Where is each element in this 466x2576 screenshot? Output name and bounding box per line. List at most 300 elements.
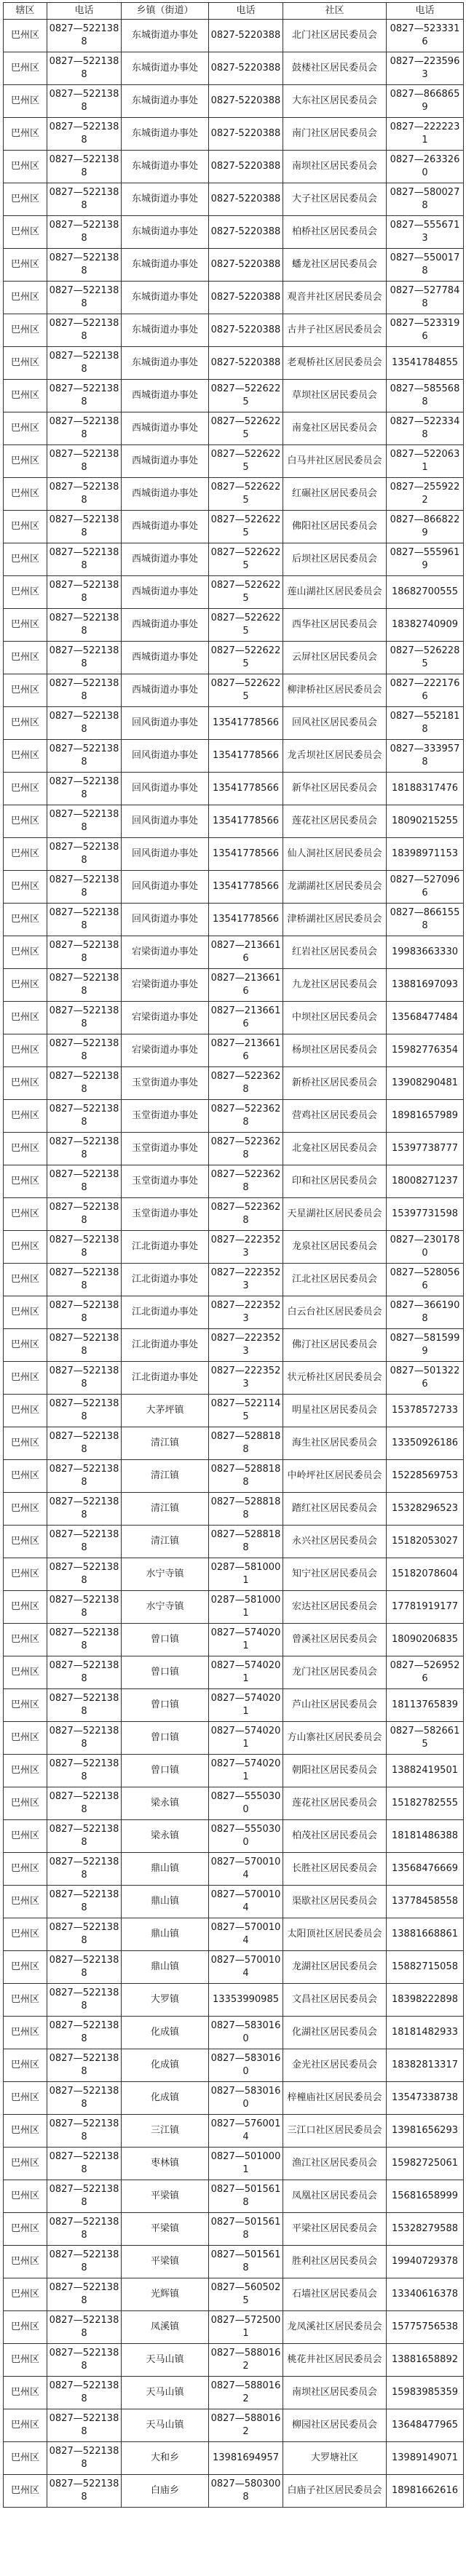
cell-district: 巴州区 xyxy=(4,347,47,380)
table-row xyxy=(4,1984,464,2017)
cell-township-phone: 0827—5223628 xyxy=(209,1198,283,1231)
cell-community: 宏达社区居民委员会 xyxy=(283,1591,387,1624)
cell-district-phone: 0827—5221388 xyxy=(47,805,122,838)
table-row xyxy=(4,2213,464,2246)
cell-community-phone: 18090215255 xyxy=(387,805,464,838)
cell-township-phone: 0827—5226225 xyxy=(209,576,283,609)
cell-community-phone: 15378572733 xyxy=(387,1395,464,1427)
cell-district: 巴州区 xyxy=(4,2148,47,2180)
cell-community: 长胜社区居民委员会 xyxy=(283,1853,387,1886)
cell-township: 回风街道办事处 xyxy=(122,838,209,871)
cell-community-phone: 15982776354 xyxy=(387,1034,464,1067)
table-row xyxy=(4,1231,464,1264)
table-row xyxy=(4,1689,464,1722)
cell-community-phone: 17781919177 xyxy=(387,1591,464,1624)
table-body xyxy=(4,20,464,2508)
cell-township: 江北街道办事处 xyxy=(122,1362,209,1395)
cell-community-phone: 18181486388 xyxy=(387,1820,464,1853)
cell-community-phone: 0827—5500178 xyxy=(387,249,464,282)
cell-township: 江北街道办事处 xyxy=(122,1296,209,1329)
table-row xyxy=(4,838,464,871)
cell-community-phone: 13340616378 xyxy=(387,2278,464,2311)
cell-district: 巴州区 xyxy=(4,1558,47,1591)
cell-district-phone: 0827—5221388 xyxy=(47,216,122,249)
cell-district: 巴州区 xyxy=(4,1329,47,1362)
cell-township-phone: 0827-5220388 xyxy=(209,118,283,151)
cell-township-phone: 0827-5220388 xyxy=(209,52,283,85)
cell-community-phone: 18981657989 xyxy=(387,1100,464,1133)
cell-township: 大罗镇 xyxy=(122,1984,209,2017)
cell-township-phone: 13541778566 xyxy=(209,707,283,740)
cell-community-phone: 13908290481 xyxy=(387,1067,464,1100)
cell-township: 西城街道办事处 xyxy=(122,445,209,478)
cell-district-phone: 0827—5221388 xyxy=(47,1165,122,1198)
cell-township: 东城街道办事处 xyxy=(122,183,209,216)
cell-community-phone: 0827—5233196 xyxy=(387,314,464,347)
cell-township: 梁永镇 xyxy=(122,1820,209,1853)
table-row xyxy=(4,2115,464,2148)
cell-township-phone: 0827—5700104 xyxy=(209,1951,283,1984)
cell-community: 化湖社区居民委员会 xyxy=(283,2017,387,2049)
cell-community: 津桥湖社区居民委员会 xyxy=(283,904,387,936)
cell-community-phone: 15882715058 xyxy=(387,1951,464,1984)
table-row xyxy=(4,1198,464,1231)
cell-district-phone: 0827—5221388 xyxy=(47,1984,122,2017)
cell-community-phone: 0827—5280566 xyxy=(387,1264,464,1296)
cell-township-phone: 0827-5220388 xyxy=(209,347,283,380)
cell-community: 古井子社区居民委员会 xyxy=(283,314,387,347)
table-row xyxy=(4,674,464,707)
cell-township-phone: 0827—2223523 xyxy=(209,1329,283,1362)
cell-community-phone: 0827—5521818 xyxy=(387,707,464,740)
table-row xyxy=(4,1526,464,1558)
cell-community-phone: 0827—5826615 xyxy=(387,1722,464,1755)
cell-community-phone: 13882419501 xyxy=(387,1755,464,1787)
cell-community-phone: 13541784855 xyxy=(387,347,464,380)
cell-township-phone: 0827—5223628 xyxy=(209,1165,283,1198)
table-row xyxy=(4,2017,464,2049)
cell-township-phone: 0827—5221145 xyxy=(209,1395,283,1427)
table-row xyxy=(4,1591,464,1624)
cell-community-phone: 0827—5855688 xyxy=(387,380,464,412)
cell-township: 曾口镇 xyxy=(122,1755,209,1787)
cell-community-phone: 0827—2222231 xyxy=(387,118,464,151)
header-district-phone: 电话 xyxy=(47,3,122,20)
cell-community-phone: 18090206835 xyxy=(387,1624,464,1656)
table-row xyxy=(4,380,464,412)
header-district: 辖区 xyxy=(4,3,47,20)
cell-township: 回风街道办事处 xyxy=(122,740,209,773)
cell-community-phone: 15397731598 xyxy=(387,1198,464,1231)
cell-district: 巴州区 xyxy=(4,2409,47,2442)
cell-township-phone: 0827-5220388 xyxy=(209,85,283,118)
cell-district: 巴州区 xyxy=(4,52,47,85)
cell-community: 海生社区居民委员会 xyxy=(283,1427,387,1460)
table-row xyxy=(4,871,464,904)
cell-township-phone: 0287—5810001 xyxy=(209,1558,283,1591)
cell-township-phone: 0827—5226225 xyxy=(209,445,283,478)
cell-township: 清江镇 xyxy=(122,1460,209,1493)
cell-community: 九龙社区居民委员会 xyxy=(283,969,387,1002)
cell-township-phone: 0827-5220388 xyxy=(209,314,283,347)
cell-community-phone: 15397738777 xyxy=(387,1133,464,1165)
cell-community-phone: 15982725061 xyxy=(387,2148,464,2180)
cell-township-phone: 0827—5740201 xyxy=(209,1656,283,1689)
cell-community: 胜利社区居民委员会 xyxy=(283,2246,387,2278)
cell-community: 龙湖社区居民委员会 xyxy=(283,1951,387,1984)
header-township: 乡镇（街道） xyxy=(122,3,209,20)
cell-township-phone: 0827—5015618 xyxy=(209,2246,283,2278)
cell-township: 天马山镇 xyxy=(122,2344,209,2377)
cell-township: 回风街道办事处 xyxy=(122,871,209,904)
cell-district: 巴州区 xyxy=(4,2115,47,2148)
table-row xyxy=(4,1886,464,1918)
cell-district: 巴州区 xyxy=(4,1526,47,1558)
cell-township-phone: 0827—5015618 xyxy=(209,2180,283,2213)
cell-township: 清江镇 xyxy=(122,1526,209,1558)
cell-district-phone: 0827—5221388 xyxy=(47,674,122,707)
cell-district-phone: 0827—5221388 xyxy=(47,118,122,151)
cell-community-phone: 18113765839 xyxy=(387,1689,464,1722)
cell-township-phone: 13541778566 xyxy=(209,805,283,838)
cell-community: 三江口社区居民委员会 xyxy=(283,2115,387,2148)
cell-district-phone: 0827—5221388 xyxy=(47,2377,122,2409)
cell-community: 莲花社区居民委员会 xyxy=(283,805,387,838)
cell-community: 柏茂社区居民委员会 xyxy=(283,1820,387,1853)
cell-community-phone: 18398222898 xyxy=(387,1984,464,2017)
table-row xyxy=(4,2278,464,2311)
table-row xyxy=(4,1951,464,1984)
cell-community: 永兴社区居民委员会 xyxy=(283,1526,387,1558)
table-row xyxy=(4,249,464,282)
table-row xyxy=(4,20,464,52)
cell-township-phone: 0827—5226225 xyxy=(209,412,283,445)
cell-township-phone: 13541778566 xyxy=(209,871,283,904)
cell-community-phone: 0827—5270966 xyxy=(387,871,464,904)
cell-community: 龙湖湖社区居民委员会 xyxy=(283,871,387,904)
cell-township: 平梁镇 xyxy=(122,2180,209,2213)
cell-township-phone: 0827—5740201 xyxy=(209,1624,283,1656)
cell-community-phone: 13881658892 xyxy=(387,2344,464,2377)
cell-community: 中坝社区居民委员会 xyxy=(283,1002,387,1034)
cell-community: 红碾社区居民委员会 xyxy=(283,478,387,511)
table-row xyxy=(4,1820,464,1853)
cell-community: 老观桥社区居民委员会 xyxy=(283,347,387,380)
cell-district-phone: 0827—5221388 xyxy=(47,1853,122,1886)
cell-district: 巴州区 xyxy=(4,1984,47,2017)
cell-township: 水宁寺镇 xyxy=(122,1591,209,1624)
cell-township: 宕梁街道办事处 xyxy=(122,936,209,969)
table-row xyxy=(4,216,464,249)
cell-community: 大罗塘社区 xyxy=(283,2442,387,2475)
cell-community-phone: 0827—5262285 xyxy=(387,642,464,674)
cell-district-phone: 0827—5221388 xyxy=(47,1296,122,1329)
cell-community-phone: 15775756538 xyxy=(387,2311,464,2344)
cell-district-phone: 0827—5221388 xyxy=(47,1755,122,1787)
cell-township-phone: 13353990985 xyxy=(209,1984,283,2017)
cell-community-phone: 13881697093 xyxy=(387,969,464,1002)
cell-community: 大子社区居民委员会 xyxy=(283,183,387,216)
cell-township-phone: 0827—2223523 xyxy=(209,1362,283,1395)
cell-community-phone: 13981656293 xyxy=(387,2115,464,2148)
cell-township: 西城街道办事处 xyxy=(122,511,209,543)
cell-township: 东城街道办事处 xyxy=(122,118,209,151)
cell-district: 巴州区 xyxy=(4,1755,47,1787)
table-row xyxy=(4,1722,464,1755)
cell-township: 东城街道办事处 xyxy=(122,249,209,282)
cell-district-phone: 0827—5221388 xyxy=(47,1558,122,1591)
table-row xyxy=(4,1002,464,1034)
cell-township-phone: 13541778566 xyxy=(209,904,283,936)
table-row xyxy=(4,773,464,805)
cell-district: 巴州区 xyxy=(4,2442,47,2475)
cell-township-phone: 0827—5700104 xyxy=(209,1886,283,1918)
cell-district-phone: 0827—5221388 xyxy=(47,1918,122,1951)
cell-township-phone: 0827-5220388 xyxy=(209,20,283,52)
cell-district: 巴州区 xyxy=(4,543,47,576)
cell-district-phone: 0827—5221388 xyxy=(47,1460,122,1493)
cell-community: 北龛社区居民委员会 xyxy=(283,1133,387,1165)
cell-township-phone: 0827-5220388 xyxy=(209,216,283,249)
cell-township: 东城街道办事处 xyxy=(122,52,209,85)
cell-district-phone: 0827—5221388 xyxy=(47,20,122,52)
cell-district-phone: 0827—5221388 xyxy=(47,1722,122,1755)
cell-township-phone: 0827-5220388 xyxy=(209,282,283,314)
cell-district: 巴州区 xyxy=(4,1427,47,1460)
table-row xyxy=(4,1853,464,1886)
cell-community-phone: 0827—5800278 xyxy=(387,183,464,216)
table-row xyxy=(4,2049,464,2082)
cell-community-phone: 0827—2559222 xyxy=(387,478,464,511)
cell-community-phone: 18398971153 xyxy=(387,838,464,871)
table-row xyxy=(4,1755,464,1787)
cell-district-phone: 0827—5221388 xyxy=(47,2311,122,2344)
cell-district: 巴州区 xyxy=(4,85,47,118)
cell-community: 营鸡社区居民委员会 xyxy=(283,1100,387,1133)
cell-district-phone: 0827—5221388 xyxy=(47,1886,122,1918)
cell-township: 白庙乡 xyxy=(122,2475,209,2508)
table-row xyxy=(4,1918,464,1951)
cell-district-phone: 0827—5221388 xyxy=(47,936,122,969)
cell-community: 平梁社区居民委员会 xyxy=(283,2213,387,2246)
cell-district-phone: 0827—5221388 xyxy=(47,576,122,609)
cell-township-phone: 0827—5226225 xyxy=(209,674,283,707)
cell-community: 金光社区居民委员会 xyxy=(283,2049,387,2082)
cell-community-phone: 0827—3339578 xyxy=(387,740,464,773)
cell-district: 巴州区 xyxy=(4,936,47,969)
cell-community-phone: 13881668861 xyxy=(387,1918,464,1951)
table-row xyxy=(4,1460,464,1493)
cell-township-phone: 0827—5830160 xyxy=(209,2082,283,2115)
cell-community-phone: 0827—5556713 xyxy=(387,216,464,249)
cell-district-phone: 0827—5221388 xyxy=(47,1951,122,1984)
cell-township: 梁永镇 xyxy=(122,1787,209,1820)
cell-community: 芦山社区居民委员会 xyxy=(283,1689,387,1722)
cell-community: 明星社区居民委员会 xyxy=(283,1395,387,1427)
cell-township: 水宁寺镇 xyxy=(122,1558,209,1591)
cell-community: 仙人洞社区居民委员会 xyxy=(283,838,387,871)
cell-community-phone: 15983985359 xyxy=(387,2377,464,2409)
cell-community: 踏红社区居民委员会 xyxy=(283,1493,387,1526)
cell-community: 南门社区居民委员会 xyxy=(283,118,387,151)
cell-community: 佛汀社区居民委员会 xyxy=(283,1329,387,1362)
cell-township: 西城街道办事处 xyxy=(122,478,209,511)
cell-community: 杨坝社区居民委员会 xyxy=(283,1034,387,1067)
cell-community-phone: 0827—2301780 xyxy=(387,1231,464,1264)
cell-community-phone: 0827—5269526 xyxy=(387,1656,464,1689)
cell-township-phone: 0827—5015618 xyxy=(209,2213,283,2246)
cell-district-phone: 0827—5221388 xyxy=(47,1526,122,1558)
cell-district-phone: 0827—5221388 xyxy=(47,412,122,445)
cell-district: 巴州区 xyxy=(4,1918,47,1951)
cell-district-phone: 0827—5221388 xyxy=(47,1329,122,1362)
cell-district-phone: 0827—5221388 xyxy=(47,1198,122,1231)
cell-district-phone: 0827—5221388 xyxy=(47,2278,122,2311)
cell-district: 巴州区 xyxy=(4,183,47,216)
cell-community-phone: 15182053027 xyxy=(387,1526,464,1558)
cell-district-phone: 0827—5221388 xyxy=(47,2409,122,2442)
cell-community: 曾溪社区居民委员会 xyxy=(283,1624,387,1656)
cell-township: 东城街道办事处 xyxy=(122,20,209,52)
table-row xyxy=(4,2377,464,2409)
table-row xyxy=(4,347,464,380)
table-row xyxy=(4,609,464,642)
cell-community: 石墙社区居民委员会 xyxy=(283,2278,387,2311)
cell-district-phone: 0827—5221388 xyxy=(47,707,122,740)
cell-township: 清江镇 xyxy=(122,1493,209,1526)
cell-community-phone: 15182782555 xyxy=(387,1787,464,1820)
cell-township-phone: 0827—2136616 xyxy=(209,936,283,969)
cell-township-phone: 0827—5760014 xyxy=(209,2115,283,2148)
cell-township-phone: 0827—5803008 xyxy=(209,2475,283,2508)
cell-district: 巴州区 xyxy=(4,2377,47,2409)
header-community: 社区 xyxy=(283,3,387,20)
cell-township: 曾口镇 xyxy=(122,1689,209,1722)
cell-district-phone: 0827—5221388 xyxy=(47,642,122,674)
cell-township: 平梁镇 xyxy=(122,2213,209,2246)
cell-district-phone: 0827—5221388 xyxy=(47,871,122,904)
cell-community: 观音井社区居民委员会 xyxy=(283,282,387,314)
cell-community-phone: 15182078604 xyxy=(387,1558,464,1591)
table-row xyxy=(4,805,464,838)
table-row xyxy=(4,478,464,511)
cell-township: 鼎山镇 xyxy=(122,1853,209,1886)
cell-district: 巴州区 xyxy=(4,151,47,183)
cell-township-phone: 0827—5700104 xyxy=(209,1918,283,1951)
cell-district: 巴州区 xyxy=(4,2082,47,2115)
cell-township-phone: 0827—2223523 xyxy=(209,1296,283,1329)
cell-township-phone: 0827—2223523 xyxy=(209,1264,283,1296)
header-row xyxy=(4,3,464,20)
cell-district: 巴州区 xyxy=(4,118,47,151)
cell-community-phone: 18008271237 xyxy=(387,1165,464,1198)
table-row xyxy=(4,936,464,969)
cell-community: 渠歇社区居民委员会 xyxy=(283,1886,387,1918)
cell-community-phone: 0827—8668229 xyxy=(387,511,464,543)
cell-district-phone: 0827—5221388 xyxy=(47,347,122,380)
cell-community: 红岩社区居民委员会 xyxy=(283,936,387,969)
cell-district: 巴州区 xyxy=(4,904,47,936)
table-row xyxy=(4,2475,464,2508)
cell-township: 西城街道办事处 xyxy=(122,543,209,576)
table-row xyxy=(4,969,464,1002)
cell-community-phone: 13568477484 xyxy=(387,1002,464,1034)
cell-district: 巴州区 xyxy=(4,1787,47,1820)
cell-district-phone: 0827—5221388 xyxy=(47,511,122,543)
cell-township-phone: 0827—5223628 xyxy=(209,1133,283,1165)
cell-community: 新华社区居民委员会 xyxy=(283,773,387,805)
table-row xyxy=(4,412,464,445)
cell-community-phone: 13778458558 xyxy=(387,1886,464,1918)
table-row xyxy=(4,1296,464,1329)
cell-township-phone: 0827—5830160 xyxy=(209,2017,283,2049)
cell-township: 凤溪镇 xyxy=(122,2311,209,2344)
table-row xyxy=(4,1264,464,1296)
cell-district: 巴州区 xyxy=(4,1100,47,1133)
cell-community-phone: 0827—5013226 xyxy=(387,1362,464,1395)
cell-district: 巴州区 xyxy=(4,412,47,445)
table-row xyxy=(4,1133,464,1165)
cell-community: 白云台社区居民委员会 xyxy=(283,1296,387,1329)
cell-township-phone: 0827—5550300 xyxy=(209,1787,283,1820)
cell-district: 巴州区 xyxy=(4,1034,47,1067)
cell-community: 龙舌坝社区居民委员会 xyxy=(283,740,387,773)
cell-district-phone: 0827—5221388 xyxy=(47,2115,122,2148)
cell-township: 天马山镇 xyxy=(122,2377,209,2409)
cell-township: 曾口镇 xyxy=(122,1624,209,1656)
cell-district-phone: 0827—5221388 xyxy=(47,1689,122,1722)
cell-district: 巴州区 xyxy=(4,2017,47,2049)
cell-township: 江北街道办事处 xyxy=(122,1231,209,1264)
cell-community-phone: 15228569753 xyxy=(387,1460,464,1493)
cell-community-phone: 0827—3661908 xyxy=(387,1296,464,1329)
cell-community: 莲花社区居民委员会 xyxy=(283,1787,387,1820)
cell-district: 巴州区 xyxy=(4,1624,47,1656)
cell-district-phone: 0827—5221388 xyxy=(47,773,122,805)
table-row xyxy=(4,1624,464,1656)
cell-township: 西城街道办事处 xyxy=(122,609,209,642)
cell-township: 江北街道办事处 xyxy=(122,1264,209,1296)
cell-community: 大东社区居民委员会 xyxy=(283,85,387,118)
cell-township: 东城街道办事处 xyxy=(122,85,209,118)
cell-district: 巴州区 xyxy=(4,805,47,838)
cell-district-phone: 0827—5221388 xyxy=(47,609,122,642)
cell-township-phone: 0827—5830160 xyxy=(209,2049,283,2082)
cell-district: 巴州区 xyxy=(4,1689,47,1722)
table-row xyxy=(4,2148,464,2180)
table-row xyxy=(4,1329,464,1362)
cell-district: 巴州区 xyxy=(4,2213,47,2246)
cell-township-phone: 0827—5226225 xyxy=(209,543,283,576)
cell-community-phone: 0827—5223348 xyxy=(387,412,464,445)
cell-community: 江北社区居民委员会 xyxy=(283,1264,387,1296)
table-row xyxy=(4,1362,464,1395)
cell-township: 鼎山镇 xyxy=(122,1886,209,1918)
cell-township: 西城街道办事处 xyxy=(122,380,209,412)
table-row xyxy=(4,543,464,576)
cell-township-phone: 13981694957 xyxy=(209,2442,283,2475)
table-row xyxy=(4,1493,464,1526)
cell-district: 巴州区 xyxy=(4,2049,47,2082)
cell-community: 文昌社区居民委员会 xyxy=(283,1984,387,2017)
cell-township: 东城街道办事处 xyxy=(122,347,209,380)
cell-district: 巴州区 xyxy=(4,969,47,1002)
cell-community-phone: 0827—5559619 xyxy=(387,543,464,576)
cell-community-phone: 18188317476 xyxy=(387,773,464,805)
cell-district-phone: 0827—5221388 xyxy=(47,445,122,478)
table-row xyxy=(4,740,464,773)
cell-community-phone: 13568476669 xyxy=(387,1853,464,1886)
